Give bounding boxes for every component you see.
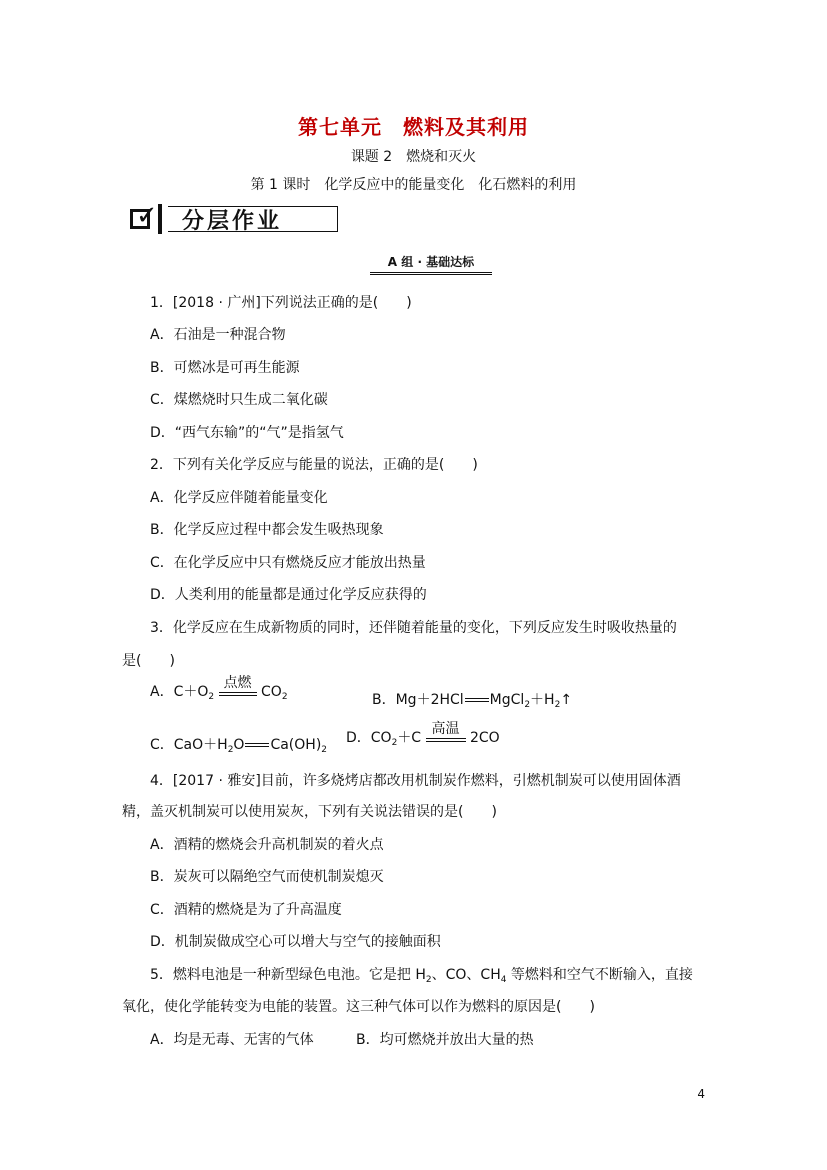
q3-b-tail: ＋H	[530, 692, 555, 708]
q5-option-b: B．均可燃烧并放出大量的热	[356, 1032, 534, 1048]
q1-option-a: A．石油是一种混合物	[150, 327, 286, 343]
group-label: A 组 · 基础达标	[370, 252, 492, 275]
q3-d-condition	[426, 722, 466, 748]
q3-d-sub: 2	[391, 738, 398, 748]
q3-option-d	[346, 722, 500, 748]
q5-stem-part-b: 、CO、CH	[431, 967, 501, 983]
q2-option-a: A．化学反应伴随着能量变化	[150, 490, 328, 506]
q1-option-c: C．煤燃烧时只生成二氧化碳	[150, 392, 328, 408]
q5-stem-part-c: 等燃料和空气不断输入，直接	[506, 967, 693, 983]
q1-option-d: D．“西气东输”的“气”是指氢气	[150, 425, 344, 441]
q3-option-b	[372, 689, 572, 710]
q3-stem-line2: 是( )	[122, 653, 175, 669]
banner-divider	[158, 204, 162, 234]
q4-option-b: B．炭灰可以隔绝空气而使机制炭熄灭	[150, 869, 384, 885]
q4-option-d: D．机制炭做成空心可以增大与空气的接触面积	[150, 934, 441, 950]
q3-option-c	[150, 734, 327, 755]
q3-stem-line1: 3．化学反应在生成新物质的同时，还伴随着能量的变化，下列反应发生时吸收热量的	[150, 620, 677, 636]
q3-d-mid: ＋C	[397, 730, 422, 746]
q3-d-double-line	[426, 738, 466, 742]
q3-c-product: Ca(OH)	[270, 737, 322, 753]
q2-option-b: B．化学反应过程中都会发生吸热现象	[150, 522, 384, 538]
q3-c-product-sub: 2	[321, 745, 328, 755]
q3-d-product: 2CO	[470, 730, 500, 746]
q5-ch4-sub: 4	[500, 975, 507, 985]
lesson-period: 第 1 课时 化学反应中的能量变化 化石燃料的利用	[250, 177, 577, 193]
q3-b-tail-sub: 2	[554, 700, 561, 710]
q3-b-equals	[465, 698, 489, 702]
q3-a-product: CO	[261, 684, 282, 700]
q5-stem-line2: 氧化，使化学能转变为电能的装置。这三种气体可以作为燃料的原因是( )	[122, 999, 595, 1015]
q3-a-reactants: A．C＋O	[150, 684, 209, 700]
up-arrow-icon: ↑	[560, 692, 573, 708]
banner-label: 分层作业	[168, 206, 338, 232]
q1-option-b: B．可燃冰是可再生能源	[150, 360, 300, 376]
q3-a-product-sub: 2	[281, 692, 288, 702]
q3-c-mid: O	[233, 737, 245, 753]
q4-stem-line1: 4．[2017 · 雅安]目前，许多烧烤店都改用机制炭作燃料，引燃机制炭可以使用固体酒	[150, 773, 681, 789]
q3-a-condition	[219, 676, 257, 702]
q3-d-reactants: D．CO	[346, 730, 392, 746]
q3-a-sub: 2	[208, 692, 215, 702]
q2-option-d: D．人类利用的能量都是通过化学反应获得的	[150, 587, 427, 603]
q3-a-condition-text: 点燃	[223, 675, 252, 691]
q3-c-sub: 2	[227, 745, 234, 755]
page-number: 4	[697, 1087, 705, 1101]
q3-d-condition-text: 高温	[431, 721, 460, 737]
homework-banner	[130, 201, 338, 234]
q1-stem: 1．[2018 · 广州]下列说法正确的是( )	[150, 295, 412, 311]
q4-option-c: C．酒精的燃烧是为了升高温度	[150, 902, 342, 918]
lesson-subtitle: 课题 2 燃烧和灭火	[350, 149, 477, 165]
q5-h2-sub: 2	[425, 975, 432, 985]
q5-stem-part-a: 5．燃料电池是一种新型绿色电池。它是把 H	[150, 967, 426, 983]
q4-stem-line2: 精，盖灭机制炭可以使用炭灰，下列有关说法错误的是( )	[122, 804, 497, 820]
q5-stem-line1	[150, 964, 693, 985]
q3-a-double-line	[219, 692, 257, 696]
q3-c-reactants: C．CaO＋H	[150, 737, 228, 753]
q2-stem: 2．下列有关化学反应与能量的说法，正确的是( )	[150, 457, 478, 473]
unit-title: 第七单元 燃料及其利用	[298, 115, 529, 139]
checkbox-icon: ✓	[130, 209, 150, 229]
q3-b-product-sub: 2	[524, 700, 531, 710]
q3-option-a	[150, 676, 288, 702]
q2-option-c: C．在化学反应中只有燃烧反应才能放出热量	[150, 555, 426, 571]
q5-option-a: A．均是无毒、无害的气体	[150, 1032, 314, 1048]
q3-b-product: MgCl	[489, 692, 525, 708]
q4-option-a: A．酒精的燃烧会升高机制炭的着火点	[150, 837, 384, 853]
q3-b-reactants: B．Mg＋2HCl	[372, 692, 464, 708]
q3-c-equals	[245, 743, 269, 747]
